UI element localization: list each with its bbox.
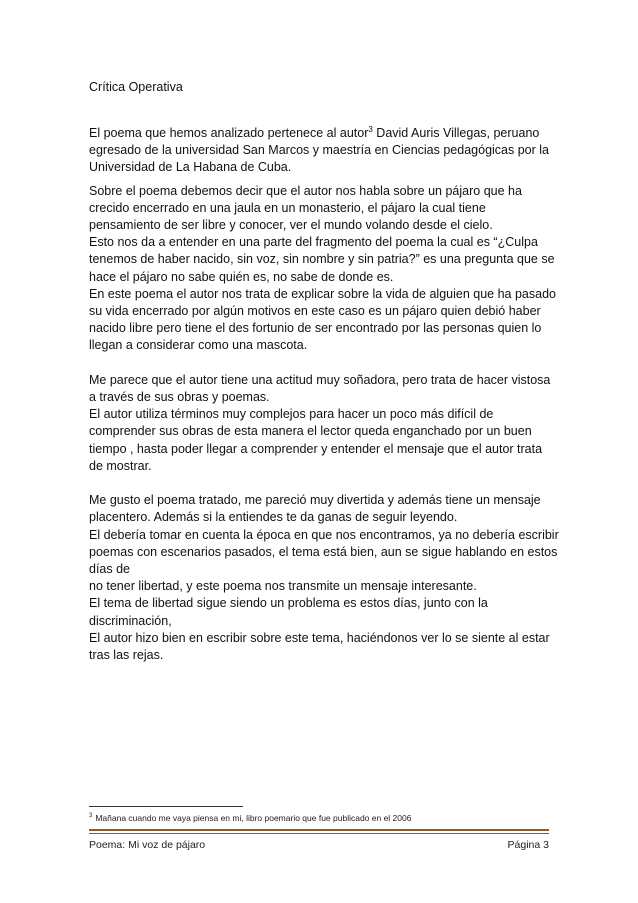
footer-divider-thin xyxy=(89,833,549,834)
footnote xyxy=(89,813,411,823)
paragraph-line: Esto nos da a entender en una parte del fragmento del poema la cual es “¿Culpa tenemos de haber nacido, sin voz, sin nombre y sin patria?” es una pregunta que se hace el pájaro no sabe quién es, no sabe de donde es. xyxy=(89,235,555,284)
paragraph-line: El autor hizo bien en escribir sobre este tema, haciéndonos ver lo se siente al estar tras las rejas. xyxy=(89,630,550,663)
paragraph-line: poemas con escenarios pasados, el tema está bien, aun se sigue hablando en estos días de xyxy=(89,544,558,577)
intro-text: El poema que hemos analizado pertenece al autor xyxy=(89,126,369,140)
footnote-mark: 3 xyxy=(89,813,93,820)
footer-divider-thick xyxy=(89,829,549,831)
paragraph-line: Sobre el poema debemos decir que el autor nos habla sobre un pájaro que ha crecido encerrado en una jaula en un monasterio, el pájaro la cual tiene pensamiento de ser libre y conocer, ver el mundo volando desde el cielo. xyxy=(89,183,522,233)
paragraph-line: no tener libertad, y este poema nos transmite un mensaje interesante. xyxy=(89,579,477,594)
paragraph-line: El autor utiliza términos muy complejos para hacer un poco más difícil de comprender sus obras de esta manera el lector queda enganchado por un buen tiempo , hasta poder llegar a comprender y entender el mensaje que el autor trata de mostrar. xyxy=(89,407,543,473)
document-title: Crítica Operativa xyxy=(89,80,183,94)
footnote-text: Mañana cuando me vaya piensa en mi, libro poemario que fue publicado en el 2006 xyxy=(95,813,412,823)
paragraph-line: Me parece que el autor tiene una actitud muy soñadora, pero trata de hacer vistosa a través de sus obras y poemas. xyxy=(89,372,551,405)
intro-paragraph xyxy=(89,125,559,177)
footer-page-number: Página 3 xyxy=(507,839,549,851)
footer-document-title: Poema: Mi voz de pájaro xyxy=(89,839,206,851)
footnote-reference[interactable]: 3 xyxy=(368,124,373,134)
document-body xyxy=(89,125,559,664)
paragraph-line: En este poema el autor nos trata de explicar sobre la vida de alguien que ha pasado su vida encerrado por algún motivos en este caso es un pájaro quien debió haber nacido libre pero tiene el des fortunio de ser encontrado por las personas quien lo llegan a considerar como una mascota. xyxy=(89,286,556,353)
intro-text-continued: David Auris Villegas, peruano egresado de la universidad San Marcos y maestría en Ciencias pedagógicas por la Universidad de La Habana de Cuba. xyxy=(89,126,549,175)
paragraph-line: El tema de libertad sigue siendo un problema es estos días, junto con la discriminación, xyxy=(89,596,488,628)
paragraph-line: Me gusto el poema tratado, me pareció muy divertida y además tiene un mensaje placentero. Además si la entiendes te da ganas de seguir leyendo. xyxy=(89,493,541,525)
footnote-divider xyxy=(89,806,243,807)
paragraph-line: El debería tomar en cuenta la época en que nos encontramos, ya no debería escribir xyxy=(89,527,559,542)
